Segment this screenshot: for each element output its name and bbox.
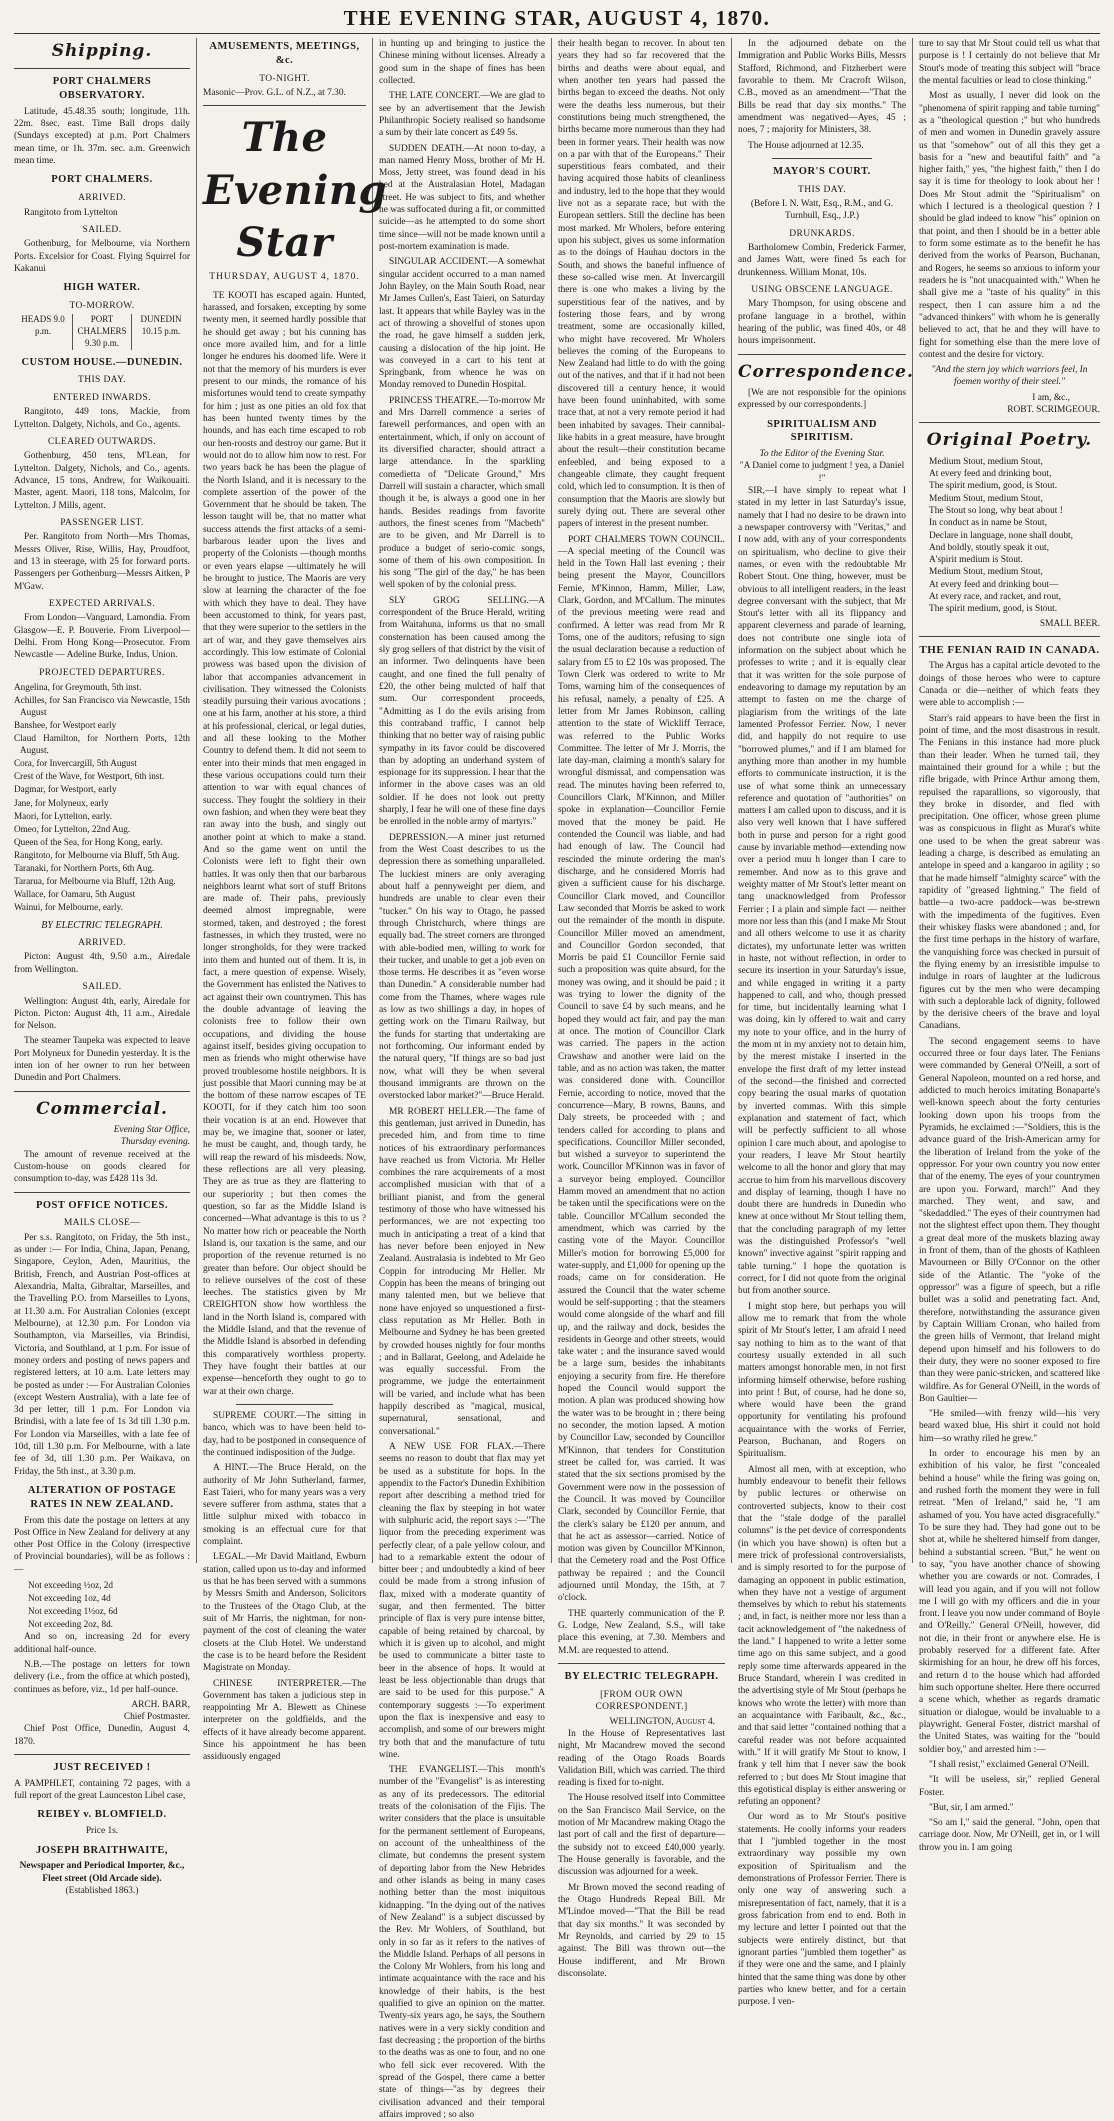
list-item: Cora, for Invercargill, 5th August [14,758,137,769]
list-item: Angelina, for Greymouth, 5th inst. [14,682,142,693]
news-item: THE quarterly communication of the P. G. Lodge, New Zealand, S.S., will take place this evening, at 7.30. Members and M.M. are requested to attend. [558,1608,725,1656]
sailed-text: Gothenburg, for Melbourne, via Northern Ports. Excelsior for Coast. Flying Squirrel for Kakanui [14,239,190,274]
divider [14,1754,190,1755]
poem-line: Declare in language, none shall doubt, [929,530,1073,541]
section-heading-shipping: Shipping. [51,41,153,61]
telegraph-dateline: WELLINGTON, August 4. [609,1716,715,1727]
agent-name: JOSEPH BRAITHWAITE, [35,1844,169,1856]
passenger-text: Per. Rangitoto from North—Mrs Thomas, Messrs Oliver, Rise, Willis, Hay, Proudfoot, and 13 in steerage, with 25 for forward ports. Passengers per Gothenburg—Messrs Aitken, P M'Gaw. [14,532,190,592]
fenian-para: Starr's raid appears to have been the first in point of time, and the most disastrous in result. The Fenians in this instance had more pluck than their leader. When he turned tail, they maintained their ground for a while ; but the rifle brigade, with Prince Arthur among them, repulsed the raparallions, so vigorously, that they broke in disorder, and fled with precipitation. One officer, whose green plume was as conspicuous in flight as Murat's white one used to be when the great sabreur was leading a charge, is described as emulating an antelope in speed and a kangaroo in agility ; so that he made himself "almighty scarce" with the rapidity of "greased lightning." The field of battle—a two-acre paddock—was be-strewn with the impedimenta of the fugitives. Even their whiskey flasks were abandoned ; and, for the first time perhaps in the history of warfare, the vanquishing force was checked in pursuit of the flying enemy by an irresistible impulse to indulge in roars of laughter at the ludicrous figures cut by the men who were decamping with such a deplorable lack of dignity, followed by the derisive cheers of the brave and loyal Canadians. [919,713,1100,1032]
mayors-court-sub: THIS DAY. [798,184,846,195]
spiritualism-heading: SPIRITUALISM AND SPIRITISM. [767,418,877,444]
obscene-label: USING OBSCENE LANGUAGE. [751,285,893,295]
poem-line: Medium Stout, medium Stout, [929,567,1043,578]
post-office-heading: POST OFFICE NOTICES. [35,1199,169,1211]
fenian-para: The second engagement seems to have occurred three or four days later. The Fenians were commanded by General O'Neill, a sort of General Napoleon, mounted on a red horse, and addicted to much heroics imitating Bonaparte's well-known speech about the forty centuries looking down upon his troops from the Pyramids, he exclaimed :—"Soldiers, this is the advance guard of the Irish-American army for the liberation of Ireland from the yoke of the oppressor. For your own country you now enter that of the enemy. The eyes of your countrymen are upon you. Forward, march!" And they marched. They went, and saw, and "skedaddled." The eyes of their countrymen had not the slightest effect upon them. They thought a great deal more of the muskets blazing away in front of them, than of the ghosts of Kathleen Mavourneen or Billy O'Connor on the other side of the Atlantic. The "yoke of the oppressor" was a figure of speech, but a rifle bullet was a solid and penetrating fact. And, therefore, notwithstanding the assurance given by Captain William Cronan, who hailed from the green hills of Vermont, that Ireland might depend upon himself and his followers to do their duty, they were no sooner exposed to fire than they were panic-stricken, and scattered like wildfire. As for General O'Neill, in the words of Bon Gaultier— [919,1036,1100,1404]
paper-title: The Evening Star [203,114,388,267]
letter-para: Our word as to Mr Stout's positive statements. He coolly informs your readers that I "jumbled together in the most extraordinary way possible my own exposition of Spiritualism and the demonstrations of Professor Ferrier. There is only one way of answering such a misrepresentation of fact, namely, that it is a gross fabrication from end to end. Both in my lecture and letter I pointed out that the subjects were entirely distinct, but that ignorant parties "jumbled them together" as if they were one and the same, and I plainly hinted that the same thing was done by other parties who knew better, and for a certain purpose. I ven- [738,1812,906,2008]
column-separator [912,38,913,1563]
obscene-text: Mary Thompson, for using obscene and profane language in a brothel, within hearing of the public, was fined 40s, or 48 hours imprisonment. [738,299,906,347]
fenian-para: "I shall resist," exclaimed General O'Neill. [929,1759,1090,1770]
list-item: Omeo, for Lyttelton, 22nd Aug. [14,823,131,834]
letter-verse: "And the stern joy which warriors feel, In foemen worthy of their steel." [931,365,1088,388]
correspondence-note: [We are not responsible for the opinions expressed by our correspondents.] [738,387,906,411]
list-item: Crest of the Wave, for Westport, 6th inst. [14,771,165,782]
cleared-text: Gothenburg, 450 tens, M'Lean, for Lyttelton. Dalgety, Nichols, and Co., agents. Advance, 15 tons, Andrew, for Waikouaiti. Master, agent. Maori, 118 tons, Malcolm, for Lyttelton. J Mills, agent. [14,451,190,511]
news-item: A NEW USE FOR FLAX.—There seems no reason to doubt that flax may yet be used as a substitute for hops. In the appendix to the Factor's Dunedin Exhibition report after describing a method tried for cleaning the flax by steeping in hot water with sulphuric acid, the report says :—"The liquor from the preceding experiment was perfectly clear, of a pale yellow colour, and had to a remarkable extent the odour of bitter beer ; and undoubtedly a kind of beer could be made from a strong infusion of flax, mixed with a moderate quantity of sugar, and then fermented. The bitter principle of flax is very pure intense bitter, capable of being retained by charcoal, by which it is given up to alcohol, and might be used to communicate a bitter taste to beer in the absence of hops. It would at least be less objectionable than drugs that are said to be used for this purpose." A contemporary suggests :—To experiment upon the flax is inexpensive and easy to accomplish, and some of our brewers might try both that and the manufacture of tutu wine. [379,1442,545,1760]
letter-signature: ROBT. SCRIMGEOUR. [1007,405,1100,416]
fenian-para: In order to encourage his men by an exhibition of his valor, he first "concealed behind a house" while the firing was going on, and rushed forth the moment they were in full retreat. "Men of Ireland," said he, "I am ashamed of you. You have acted disgracefully." To be sure they had. They had gone out to be shot at, while he sheltered himself from danger, behind a substantial screen. "But," he went on to say, "you have another chance of showing whether you are cowards or not. Comrades, I will lead you again, and if you will not follow me I will go with my officers and die in your front. I leave you now under command of Boyle and O'Reilly." General O'Neill, however, did not die, in their front or anywhere else. He is probably reserved for a different fate. After skirmishing for an hour, he drew off his forces, and return d to the house which had afforded him such opportune shelter. Here there occurred a scene which, whether as regards dramatic situation or dialogue, would be invaluable to a playwright. General Foster, district marshal of the United States, was waiting for the "bould soldier boy," and arrested him :— [919,1449,1100,1755]
steamer-text: The steamer Taupeka was expected to leave Port Molyneux for Dunedin yesterday. It is the inten ion of her owner to run her between Dunedin and Port Chalmers. [14,1036,190,1084]
column-news [379,38,545,2120]
commercial-office: Evening Star Office, [113,1125,190,1135]
signer-name: ARCH. BARR, [131,1699,190,1710]
established: (Established 1863.) [65,1885,139,1896]
news-item: their health began to recover. In about ten years they had so far recovered that the births and deaths were about equal, and when another ten years had passed the births began to exceed the deaths. Not only were the deaths less numerous, but their constitutions being much strengthened, the births became more numerous than they had been in former years. Their health was now on a par with that of the Europeans." Their superstitious fears combated, and their having acquired those habits of cleanliness and industry, led to the hope that they would live not as a separate race, but with the European settlers. Still the decline has been most marked. Mr Wholers, before entering upon his subject, gives us some information as to the doings of Hauhau doctors in the South, and shows the baneful influence of these so-called wise men. At Invercargill there is one who makes a living by the superstitious fear of the natives, and by fostering those fears, and by wrong treatment, some are occasionally killed, who might have recovered. Mr Wholers believes the coming of the Europeans to New Zealand had little to do with the going out of the natives, and that if it had not been discovered till a century hence, it would have been found uninhabited, with some trace that, at not a very remote period it had been inhabited by savages. Their cannibal-like habits in a great measure, have brought about the result—their constitution became enfeebled, and being exposed to a changeable climate, they caught frequent cold, which led to consumption. It is then of consumption that the Maoris are slowly but surely dying out. There are several other papers of interest in the present number. [558,39,725,530]
amusements-heading: AMUSEMENTS, MEETINGS, &c. [209,41,360,66]
divider [772,158,873,159]
tide-table [14,314,190,349]
news-item: A HINT.—The Bruce Herald, on the authority of Mr John Sutherland, farmer, East Taieri, who for many years was a very severe sufferer from asthma, states that a little sulphur mixed with tobacco in smoking is an effectual cure for that complaint. [203,1463,366,1548]
debate-text: In the adjourned debate on the Immigration and Public Works Bills, Messrs Stafford, Richmond, and Fitzherbert were favorable to them. Mr Cracroft Wilson, C.B., moved as an amendment—"That the Bills be read that day six months." The amendment was negatived—Ayes, 45 ; noes, 7 ; majority for Ministers, 38. [738,39,906,136]
poem-line: At every feed and drinking bout, [929,468,1052,479]
list-item: Claud Hamilton, for Northern Ports, 12th August. [14,733,190,756]
poem-line: Medium Stout, medium Stout, [929,493,1043,504]
list-item: Wallace, for Oamaru, 5th August [14,888,136,899]
telegraph-sub: [FROM OUR OWN CORRESPONDENT.] [595,1689,688,1713]
news-item: SLY GROG SELLING.—A correspondent of the Bruce Herald, writing from Waitahuna, informs us that no small consternation has been caused among the sly grog sellers of that district by the visit of an informer. Two delinquents have been caught, and one fined the full penalty of £20, the other being mulcted of half that sum. Our correspondent proceeds, "Admitting as I do the evils arising from this contraband traffic, I cannot help thinking that no better way of raising public sympathy in its favor could be discovered than by adopting an underhand system of espionage for its suppression. I hear that the informer in the above cases was an old soldier. If he does not look out pretty sharply, I fear he will one of these fine days be enrolled in the noble army of martyrs." [379,595,545,828]
tide-port-chalmers: PORT CHALMERS 9.30 p.m. [72,314,131,349]
poem-line: The spirit medium, good, is Stout. [929,481,1058,492]
list-item: Taranaki, for Northern Ports, 6th Aug. [14,862,155,873]
mails-text: Per s.s. Rangitoto, on Friday, the 5th inst., as under :— For India, China, Japan, Penang, Singapore, Ceylon, Aden, Mauritius, the British, French, and Austrian Post-offices at Alexandria, Malta, Gibraltar, Marseilles, and the Travelling P.O. from Marseilles to Lyons, at 11.30 a.m. For Australian Colonies (except Melbourne), at 12.30 p.m. For London via Southampton, via Marseilles, via Brindisi, Victoria, and Southland, at 1 p.m. For issue of money orders and posting of news papers and registered letters, at 10 a.m. Late letters may be posted as under :— For Australian Colonies (except Western Australia), with a late fee of 3d per letter, till 1 p.m. For London via Brindisi, with a late fee of 1s 3d till 1.30 p.m. For London via Marseilles, with a late fee of 10d, till 1.30 p.m. For Melbourne, with a late fee of 3d, till 1.30 p.m. Per Waikava, on Friday, the 5th inst., at 3.30 p.m. [14,1232,190,1477]
letter-para: SIR,—I have simply to repeat what I stated in my letter in last Saturday's issue, namely that I had no desire to be drawn into a newspaper controversy with "Veritas," and I now add, with any of your correspondents on spiritualism, who decline to give their names, or even with the redoubtable Mr Robert Stout. One thing, however, must be obvious to all intelligent readers, in the least degree conversant with the subject, that Mr Stout's letter with all its flippancy and apparent cleverness and parade of learning, does not contribute one single iota of information on the subject about which he professes to write ; and it is equally clear that it was written for the sole purpose of endeavoring to damage my reputation by an attempt to fasten on me the charge of plagiarism from the writings of the late lamented Professor Ferrier. Now, I never did, and happily do not require to use "borrowed plumes," and if I am blamed for anything more than another in my humble efforts to communicate instruction, it is the use of what some think an unnecessary reference and quotation of "authorities" on matters I am called upon to discuss, and it is also very well known that I have suffered both in purse and person for a right good cause by invariable method—extending now over a period muu h longer than I care to remember. And now as to this grave and weighty matter of Mr Stout's letter meant on tang unacknowledged from Professor Ferrier ; I a plain and simple fact — neither more nor less than this (and I make Mr Stout and all others welcome to use it as charity dictates), my unfortunate letter was written in haste, not without reflection, in order to secure its insertion in your Saturday's issue, and while engaged in writing it a party happened to call, and who, though pressed for time, but incidentally learning what I was doing, kin ly offered to wait and carry my note to your office, and in the hurry of the mom nt in my anxiety not to detain him, by the merest mistake I inserted in the envelope the first draft of my letter instead of the second—the finished and corrected copy bearing the usual marks of quotation by inverted commas. With this simple explanation and statement of fact, which will be perfectly sufficient to all whose opinion I care much about, and apologise to your readers, I leave Mr Stout heartily welcome to all the honor and glory that may accrue to him from his marvellous discovery and display of learning, though I have no doubt there are hundreds in Dunedin who knew at once without Mr Stout telling them, that the concluding paragraph of my letter was the distinguished Professor's "well known" invective against "spirit rapping and table turning." I hope the quotation is correct, for I did not quote from the original but from another source. [738,486,906,1297]
telegraph-para: Mr Brown moved the second reading of the Otago Hundreds Repeal Bill. Mr M'Lindoe moved—"That the Bill be read that day six months." It was seconded by Mr Reynolds, and carried by 29 to 15 against. The Bill was thrown out—the House indifferent, and Mr Brown disconsolate. [558,1882,725,1979]
news-item: SUDDEN DEATH.—At noon to-day, a man named Henry Moss, brother of Mr H. Moss, Jetty street, was found dead in his bed at the Australasian Hotel, Madagan street. He was subject to fits, and whether he was suffocated during a fit, or committed suicide—as he attempted to do some short time since—will not be made known until a post-mortem examination is made. [379,143,545,252]
poem-signature: SMALL BEER. [1039,618,1100,629]
divider [14,1192,190,1193]
fenian-para: The Argus has a capital article devoted to the doings of those heroes who were to capture Canada or die—neither of which feats they were able to accomplish :— [919,661,1100,709]
poem-line: The spirit medium, good, is Stout. [929,604,1058,615]
cleared-label: CLEARED OUTWARDS. [47,436,157,447]
poem [929,456,1100,616]
mayors-court-bench: (Before I. N. Watt, Esq., R.M., and G. Turnbull, Esq., J.P.) [750,199,894,222]
fenian-para: "So am I," said the general. "John, open that carriage door. Now, Mr O'Neill, get in, or I will throw you in. I am going [919,1818,1100,1853]
pamphlet-price: Price 1s. [85,1826,119,1837]
letter-close: I am, &c., [1032,392,1070,403]
news-item: DEPRESSION.—A miner just returned from the West Coast describes to us the depression there as something unparalleled. The luckiest miners are only averaging about half a pennyweight per diem, and hundreds are unable to clear even their "tucker." On his way to Otago, he passed through Christchurch, where things are equally bad. The street corners are thronged with able-bodied men, willing to work for their tucker, and unable to get a job even on those terms. He describes it as "even worse than Dunedin." A considerable number had come from the Thames, where wages rule as low as two shillings a day, in hopes of getting work on the Timaru Railway, but the funds for starting that undertaking are not forthcoming. Our informant ended by the natural query, "If things are so bad just now, what will they be when several thousand immigrants are thrown on the overstocked labor market?"—Bruce Herald. [379,832,545,1102]
tele-sailed-label: SAILED. [82,982,122,993]
poem-line: At every race, and racket, and rout, [929,592,1061,603]
news-item: THE LATE CONCERT.—We are glad to see by an advertisement that the Jewish Philanthropic Society realised so handsome a sum by their late concert as £49 5s. [379,91,545,139]
news-item: SINGULAR ACCIDENT.—A somewhat singular accident occurred to a man named John Bayley, on the Main South Road, near Mr James Cullen's, East Taieri, on Saturday last. It appears that while Bayley was in the act of throwing a shovelful of stones upon the road, he gave himself a sudden jerk, causing a dislocation of the hip joint. He was conveyed in a cart to his tent at Springbank, from whence he was on Monday removed to Dunedin Hospital. [379,257,545,391]
tele-arrived-text: Picton: August 4th, 9.50 a.m., Airedale from Wellington. [14,952,190,975]
fenian-para: "It will be useless, sir," replied General Foster. [919,1775,1100,1798]
expected-label: EXPECTED ARRIVALS. [48,598,156,609]
signer-role: Chief Postmaster. [123,1712,190,1723]
divider [738,354,906,355]
projected-list [14,681,190,913]
fenian-para: "But, sir, I am armed." [929,1802,1014,1813]
poem-line: Medium Stout, medium Stout, [929,456,1043,467]
column-editorial [203,38,388,1763]
commercial-text: The amount of revenue received at the Custom-house on goods cleared for consumption to-day, was £428 11s 3d. [14,1149,190,1185]
sailed-label: SAILED. [82,224,122,235]
telegraph-para: The House resolved itself into Committee on the San Francisco Mail Service, on the motion of Mr Macandrew making Otago the last port of call and the first of departure—the subsidy not to exceed £40,000 yearly. The House generally is favorable, and the discussion was adjourned for a week. [558,1793,725,1878]
list-item: Tararua, for Melbourne via Bluff, 12th Aug. [14,875,176,886]
fenian-heading: THE FENIAN RAID IN CANADA. [919,644,1100,657]
divider [919,422,1100,423]
list-item: Not exceeding ½oz, 2d [28,1580,113,1591]
projected-label: PROJECTED DEPARTURES. [39,667,165,678]
divider [203,105,366,106]
entered-label: ENTERED INWARDS. [53,392,151,403]
tonight-label: TO-NIGHT. [259,73,310,84]
column-separator [196,38,197,1563]
tide-heads: HEADS 9.0 p.m. [21,314,65,337]
letter-para: Most as usually, I never did look on the "phenomena of spirit rapping and table turning" as a "theological question ;" but who hundreds of men and women in Dunedin gravely assure us that "somehow" out of all this they get a basis for a "new and beautiful faith" and "a higher faith," yes, "the highest faith," then I do say it is time for theology to look about her ! Does Mr Stout admit the "Spiritualism" on which I lectured is a theological question ? I should be glad indeed to know "his" opinion on that point, and then I should be in a better able to form some estimate as to the benefit he has derived from the works of Pearson, Buchanan, and Rogers, he seems so anxious to inform your readers he is "not unacquainted with." When he shall give me a "taste of his quality" in this respect, then I can assure him a nd the "advanced thinkers" with whom he is generally believed to act, that he and they will have to fight for something else than the mere love of contest and the desire for victory. [919,91,1100,360]
letter-para: I might stop here, but perhaps you will allow me to remark that from the whole spirit of Mr Stout's letter, I am afraid I need say nothing to him as to the want of that courtesy usually extended in all such matters amongst honorable men, in not first informing himself otherwise, before rushing into print ! But, of course, had he done so, where would have been the grand opportunity for ventilating his profound acquaintance with the works of Ferrier, Pearson, Buchanan, and Rogers on Spiritualism. [738,1301,906,1460]
observatory-heading: PORT CHALMERS OBSERVATORY. [52,76,152,102]
column-shipping [14,38,190,1896]
divider [14,1091,190,1092]
letter-para: Almost all men, with at exception, who humbly endeavour to benefit their fellows by public lectures or otherwise on controverted subjects, know to their cost that the "stale dodge of the parallel columns" is the pet device of correspondents (in which you have shown) is often but a mere trick of professional controversialists, and is simply resorted to for the purpose of damaging an opponent in public estimation, when they have not a vestige of argument themselves by which to rebut his statements ; and, in fact, is neither more nor less than a tacit acknowledgement of "the nakedness of the land." I happened to write a letter some time ago on this same subject, and a good reply some time afterwards appeared in the Bruce Standard, wherein I was credited in the advertising style of Mr Stout (perhaps he knows who wrote the letter) with more than an acquaintance with Faribault, &c., &c., and that said letter "contained nothing that a careful reader was not before acquainted with." If it will gratify Mr Stout to know, I frank y tell him that I never saw the book referred to ; but does Mr Stout imagine that this egotistical display is either answering or refuting an opponent? [738,1464,906,1808]
spiritualism-to: To the Editor of the Evening Star. [759,449,885,460]
telegraph-heading: BY ELECTRIC TELEGRAPH. [564,1670,719,1682]
divider [919,636,1100,637]
commercial-date: Thursday evening. [120,1137,190,1148]
custom-house-sub: THIS DAY. [78,375,126,386]
case-name: REIBEY v. BLOMFIELD. [37,1809,167,1821]
column-separator [372,38,373,1563]
drunkards-label: DRUNKARDS. [789,228,855,239]
high-water-heading: HIGH WATER. [63,282,141,294]
tele-sailed-text: Wellington: August 4th, early, Airedale for Picton. Picton: August 4th, 11 a.m., Airedale for Nelson. [14,996,190,1032]
telegraph-para: In the House of Representatives last night, Mr Macandrew moved the second reading of the Otago Roads Boards Validation Bill, which was carried. The third reading is fixed for to-night. [558,1728,725,1789]
letter-para: ture to say that Mr Stout could tell us what that purpose is ! I certainly do not believe that Mr Stout's mode of treating this subject will "brace the mental faculties or lead to close thinking." [919,39,1100,86]
tele-arrived-label: ARRIVED. [78,938,126,949]
section-heading-commercial: Commercial. [36,1098,168,1119]
leader-article: TE KOOTI has escaped again. Hunted, harassed, and forsaken, excepting by some twenty men, it seemed hardly possible that he should get away ; but his cunning has once more availed him, and for a little longer he endures his doomed life. Were it not that the memory of his murders is ever present to our minds, the romance of his misfortunes would tend to create sympathy for him ; just as one pities an old fox that has been hunted twenty times by the hounds, and has each time escaped to rob our hen-roosts and destroy our game. But it would not do to allow him now to rest. For two years back he has been the plague of the North Island, and it is necessary to the complete assertion of the power of the Government that he should be taken. The lesson taught will be, that no matter what success attends the first attacks of a semi-barbarous leader upon the lives and property of the Colonists —though months or even years elapse —ultimately he will be brought to justice. The Maoris are very slow at learning the character of the foe with which they have to deal. They have been accustomed to think, for years past, that they were superior to the settlers in the art of war, and they gave themselves airs accordingly. This low estimate of Colonial prowess was based upon the division of labor that accompanies advancement in civilisation. They witnessed the Colonists steadily pursuing their various avocations ; one at his farm, another at his store, a third at his professional, clerical, or legal duties, and all these looking to the Mother Country to defend them. It did not seem to enter into their minds that men engaged in these various occupations could turn their attention to war with equal chances of success. They fought the soldiery in their own fashion, and when they were beat they ran away into the bush, and singly out another point at which to make a stand. And so the game went on until the Colonists were left to fight their own battles. It was only then that our barbarous neighbors learnt what sort of stuff Britons are made of. Their pahs, previously deemed almost impregnable, were stormed, taken, and destroyed ; the forest fastnesses, in which they trusted, were no longer strongholds, for they were tracked into them and hunted out of them. It is, in fact, a mere question of expense. Wisely, the Government has enlisted the Natives to act against their own countrymen. This has the double advantage of leaving the colonists free to follow their own occupations, and dividing the house against itself, besides giving occupation to men as friends who might otherwise have proved troublesome hostile neighbors. It is just possible that Maori cunning may be at the bottom of these narrow escapes of TE KOOTI, for if they catch him too soon their vocation is at an end. However that may be, we imagine that, sooner or later, he must be caught, and, though tardy, he will reap the reward of his misdeeds. Now, these reflections are all very pleasing. They are as true as they are flattering to our superiority ; but then comes the question, so far as the Middle Island is concerned—What advantage is this to us ? No matter how rich or peaceable the North Island is, our taxation is the same, and our proportion of the revenue returned is no greater than before. Our object should be to relieve ourselves of the cost of these leeches. The statistics given by Mr CREIGHTON show how worthless the land in the North Island is, compared with the Middle Island, and that the revenue of the Middle Island is absorbed in defending this comparatively worthless property. They have fought their battles at our expense—henceforth they ought to go to war at their own charge. [203,290,366,1397]
postage-text-2: And so on, increasing 2d for every additional half-ounce. [14,1632,190,1655]
news-item: MR ROBERT HELLER.—The fame of this gentleman, just arrived in Dunedin, has preceded him, and from time to time notices of his extraordinary performances have reached us from Victoria. Mr Heller combines the rare acquirements of a most accomplished musician with that of a brilliant pianist, and from the general testimony of those who have witnessed his performances, we are not expecting too much in anticipating a treat of a kind that has never before been enjoyed in New Zealand. Australasia is indebted to Mr Geo Coppin for introducing Mr Heller. Mr Coppin has been the means of bringing out many talented men, but we believe that none have enjoyed so unquestioned a first-class reputation as Mr Heller. Both in Melbourne and Sydney he has been greeted by crowded houses nightly for four months ; and in Ballarat, Geelong, and Adelaide he was equally successful. From the programme, we judge the entertainment will be varied, and include what has been happily described as "magical, musical, supernatural, sensational, and conversational." [379,1106,545,1437]
list-item: Rangitoto, for Melbourne via Bluff, 5th Aug. [14,849,180,860]
list-item: Maori, for Lyttelton, early. [14,810,112,821]
just-received-heading: JUST RECEIVED ! [53,1762,151,1774]
column-correspondence [738,38,914,2008]
list-item: Achilles, for San Francisco via Newcastle, 15th August [14,695,190,718]
high-water-sub: TO-MORROW. [69,300,135,311]
fenian-para: "He smiled—with frenzy wild—his very beard waxed blue, His shirt it could not hold him—so wrathy riled he grew." [919,1409,1100,1444]
nb-text: N.B.—The postage on letters for town delivery (i.e., from the office at which posted), continues as before, viz., 1d per half-ounce. [14,1659,190,1695]
list-item: Jane, for Molyneux, early [14,797,109,808]
news-item: PORT CHALMERS TOWN COUNCIL.—A special meeting of the Council was held in the Town Hall last evening ; their being present the Mayor, Councillors Fernie, M'Kinnon, Hamm, Miller, Law, Clark, Gordon, and M'Callum. The minutes of the previous meeting were read and confirmed. A letter was read from Mr R Toms, one of the auditors, refusing to sign the usual declaration because a reduction of salary from £5 to £2 10s was proposed. The Town Clerk was ordered to write to Mr Toms, warning him of the consequences of his refusal, namely, a penalty of £25. A letter from Mr James Robinson, calling attention to the state of Wickliff Terrace, was referred to the Public Works Committee. The letter of Mr J. Morris, the late day-man, claiming a month's salary for wrongful dismissal, and compensation was read. The minutes having been referred to, Councillors Clark, M'Kinnon, and Miller spoke in explanation—Councillor Fernie moved that the money be paid. He contended the Council was liable, and had had enough of law. The Council had rescinded the minute ordering the man's discharge, and he considered Morris had given a sufficient cause for his discharge. Councillor Clark moved, and Councillor Law seconded that Morris be asked to work out the remainder of the month in dispute. Councillor Miller moved an amendment, and Councillor Gordon seconded, that Morris be paid £1 Councillor Fernie said such a proposition was quite absurd, for the money was owing, and it should be paid ; it was trying to lower the dignity of the Council to save £4 by such means, and he hoped they would act fair, and pay the man at once. The motion of Councillor Clark was carried. The papers in the action Crawshaw and another were laid on the table, and as no action was taken, the matter was considered done with. Councillor Fernie, according to notice, moved that the concurrence—Mary, B rowns, Bauns, and Daly streets, be proceeded with ; and tenders called for according to plans and specifications. Councillor Miller seconded, but wished a surveyor to superintend the work. Councillor M'Kinnon was in favor of a surveyor being employed. Councillor Hamm moved an amendment that no action be taken until the specifications were on the table. Councillor M'Callum seconded the amendment, which was carried by the casting vote of the Mayor. Councillor Miller's motion for borrowing £5,000 for water-supply, and £1,000 for opening up the roads, came on for consideration. He assured the Council that the water scheme would be self-supporting ; that the steamers would come alongside of the wharf and fill up, and the railway and dock, besides the residents in George and other streets, would take water ; and the insurance saved would be a large sum, besides the inhabitants enjoying a security from fire. He therefore hoped the Council would support the motion. A plan was produced showing how the water was to be brought in ; there being no seconder, the motion lapsed. A motion by Councillor Law, seconded by Councillor M'Kinnon, that tenders for Constitution street be called for, was carried. It was stated that the six sections promised by the Government were now in the possession of the Council. It was moved by Councillor Clark, seconded by Councillor Fernie, that the clerk's salary be £120 per annum, and that he act as assessor—carried. Notice of motion was given by Councillor M'Kinnon, that the Cemetery road and the Post Office pathway be repaired ; and the Council adjourned until Monday, the 15th, at 7 o'clock. [558,534,725,1604]
post-office-footer: Chief Post Office, Dunedin, August 4, 1870. [14,1724,190,1747]
list-item: Queen of the Sea, for Hong Kong, early. [14,836,163,847]
news-item: PRINCESS THEATRE.—To-morrow Mr and Mrs Darrell commence a series of farewell performances, and open with an entertainment, which, if only on account of its diversified character, should attract a large attendance. In the sparkling comedietta of "Delicate Ground," Mrs Darrell will sustain a character, which small though it be, is always a good one in her hands. Besides readings from favorite authors, the finest scenes from "Macbeth" are to be given, and Mr Darrell is to produce a budget of serio-comic songs, some of them of his own composition. In his song "The girl of the day," he has been well spoken of by the colonial press. [379,395,545,591]
poem-line: In conduct as in name be Stout, [929,518,1047,529]
adjourned-text: The House adjourned at 12.35. [748,140,864,151]
list-item: Wainui, for Melbourne, early. [14,901,123,912]
list-item: Not exceeding 1oz, 4d [28,1593,111,1604]
column-council [558,38,725,1979]
poem-line: At every feed and drinking bout— [929,579,1059,590]
rates-list [28,1579,190,1630]
news-item: in hunting up and bringing to justice the Chinese mining without licenses. Already a good sum in the shape of fines has been collected. [379,39,545,86]
divider [558,1663,725,1664]
postage-text: From this date the postage on letters at any Post Office in New Zealand for delivery at any other Post Office in the Colony (irrespective of Provincial boundaries), will be as follows :— [14,1515,190,1575]
passenger-label: PASSENGER LIST. [60,517,144,528]
column-separator [551,38,552,1563]
expected-text: From London—Vanguard, Lamondia. From Glasgow—E. P. Bouverie. From Liverpool—Delhi. From Hong Kong—Prosecutor. From Newcastle — Adeline Burke, Indus, Union. [14,613,190,661]
poem-line: The Stout so long, why beat about ! [929,505,1063,516]
observatory-text: Latitude, 45.48.35 south; longitude, 11h. 22m. 8sec. east. Time Ball drops daily (Sundays excepted) at p.m. Port Chalmers mean time, or 1h. 37m. sec. a.m. Greenwich mean time. [14,106,190,167]
column-separator [731,38,732,1563]
masonic-text: Masonic—Prov. G.L. of N.Z., at 7.30. [203,87,346,98]
poem-line: And boldly, stoutly speak it out, [929,542,1049,553]
page-masthead: THE EVENING STAR, AUGUST 4, 1870. [343,6,771,30]
masthead-rule [14,33,1100,34]
section-heading-correspondence: Correspondence. [738,361,914,382]
poem-line: A'spirit medium is Stout. [929,555,1023,566]
list-item: Not exceeding 1½oz, 6d [28,1606,118,1617]
divider [236,1404,334,1405]
list-item: Not exceeding 2oz, 8d. [28,1619,113,1630]
port-chalmers-heading: PORT CHALMERS. [51,174,153,186]
divider [14,68,190,69]
news-item: LEGAL.—Mr David Maitland, Ewburn station, called upon us to-day and informed us that he has been served with a summons by Messrs Smith and Anderson, Solicitors to the Trustees of the Otago Club, at the suit of Mr Harris, the nightman, for non-payment of the cost of cleaning the water closets at the Club Hotel. We understand the case is to be heard before the Resident Magistrate on Monday. [203,1552,366,1674]
postage-heading: ALTERATION OF POSTAGE RATES IN NEW ZEALAND. [27,1485,177,1510]
agent-text: Newspaper and Periodical Importer, &c., Fleet street (Old Arcade side). [19,1861,185,1884]
mayors-court-heading: MAYOR'S COURT. [773,165,871,177]
arrived-label: ARRIVED. [78,193,126,204]
news-item: SUPREME COURT.—The sitting in banco, which was to have been held to-day, had to be postponed in consequence of the continued indisposition of the Judge. [203,1410,366,1458]
section-heading-poetry: Original Poetry. [926,430,1093,451]
news-item: THE EVANGELIST.—This month's number of the "Evangelist" is as interesting as any of its predecessors. The editorial treats of the colonisation of the Fijis. The writer considers that the place is unsuitable for the permanent settlement of Europeans, on account of the unhealthiness of the climate, but condemns the present system of deporting labor from the New Hebrides and other islands as being in many cases nothing better than the most iniquitous kidnapping. "In the dying out of the natives of New Zealand" is a subject discussed by the Rev. Mr Wohlers, of Southland, but only in so far as it refers to the natives of the Middle Island. Perhaps of all persons in the Colony Mr Wohlers, from his long and intimate acquaintance with the race and his knowledge of their habits, is the best qualified to give an opinion on the matter. Twenty-six years ago, he says, the Southern natives were in a very sickly condition and fast decreasing ; the proportion of the births to the deaths was as one to four, and no one who fell sick ever recovered. With the spread of the Gospel, there came a better state of things—"as by degrees their civilisation advanced and their temporal affairs improved ; so also [379,1765,545,2120]
tide-dunedin: DUNEDIN 10.15 p.m. [131,314,190,349]
telegraph-heading: BY ELECTRIC TELEGRAPH. [41,919,163,931]
list-item: Banshee, for Westport early [14,720,117,731]
list-item: Dagmar, for Westport, early [14,784,117,795]
arrived-text: Rangitoto from Lyttelton [24,207,118,218]
paper-date: THURSDAY, AUGUST 4, 1870. [209,272,360,283]
spiritualism-quote: "A Daniel come to judgment ! yea, a Daniel !" [739,461,905,484]
column-poetry [919,38,1100,1853]
drunkards-text: Bartholomew Combin, Frederick Farmer, and James Watt, were fined 5s each for drunkenness. William Monat, 10s. [738,243,906,278]
pamphlet-text: A PAMPHLET, containing 72 pages, with a full report of the great Launceston Libel case, [14,1778,190,1802]
entered-text: Rangitoto, 449 tons, Mackie, from Lyttelton. Dalgety, Nichols, and Co., agents. [14,407,190,430]
custom-house-heading: CUSTOM HOUSE.—DUNEDIN. [21,356,183,368]
news-item: CHINESE INTERPRETER.—The Government has taken a judicious step in reappointing Mr A. Blewett as Chinese interpreter on the goldfields, and the effects of it have already become apparent. Since his appointment he has been assiduously engaged [203,1678,366,1763]
mails-label: MAILS CLOSE— [63,1218,141,1229]
